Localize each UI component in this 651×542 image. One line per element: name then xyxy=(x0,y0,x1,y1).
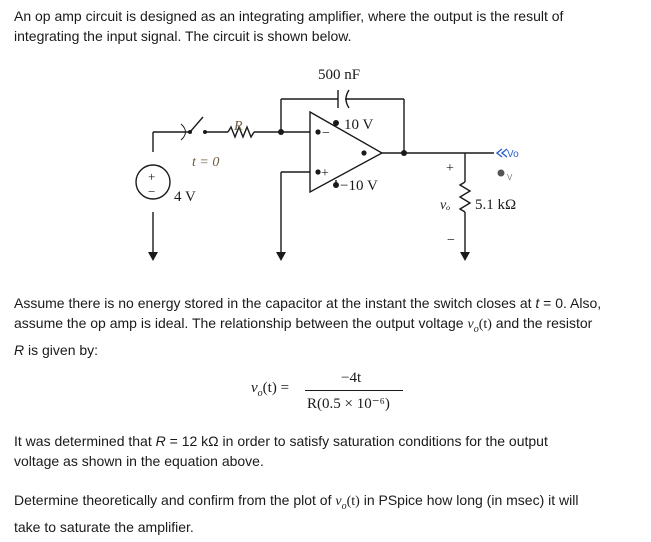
equation-lhs: $v_o(t)$ = xyxy=(251,380,290,399)
equation-denominator: R(0.5 × 10⁻⁶) xyxy=(307,396,390,412)
switch-left-dot xyxy=(188,130,192,134)
ground-arrow-source xyxy=(148,252,158,261)
load-resistor xyxy=(460,182,470,212)
switch-right-dot xyxy=(203,130,207,134)
vo-label: vₒ xyxy=(440,198,451,213)
output-pin-dot xyxy=(361,150,366,155)
neg-supply-label: −10 V xyxy=(340,178,378,194)
capacitor-label: 500 nF xyxy=(318,67,361,83)
equation-numerator: −4t xyxy=(341,370,362,386)
opamp-minus-sign: − xyxy=(322,126,330,141)
pos-supply-label: 10 V xyxy=(344,117,374,133)
intro-line-1: An op amp circuit is designed as an integrating amplifier, where the output is the result of xyxy=(14,8,564,24)
load-resistor-label: 5.1 kΩ xyxy=(475,197,517,213)
probe-small-label: V xyxy=(507,173,513,182)
question-line-2: take to saturate the amplifier. xyxy=(14,518,194,535)
intro-paragraph xyxy=(14,6,640,46)
source-plus-sign: + xyxy=(148,169,156,184)
switch-label: t = 0 xyxy=(192,155,220,170)
assume-paragraph xyxy=(14,293,640,360)
neg-supply-dot xyxy=(333,182,339,188)
intro-line-2: integrating the input signal. The circuit is shown below. xyxy=(14,28,352,44)
question-line-1: Determine theoretically and confirm from the plot of $v_o(t)$ in PSpice how long (in msec) it will xyxy=(14,492,579,512)
pos-supply-dot xyxy=(333,120,339,126)
ground-arrow-opamp xyxy=(276,252,286,261)
non-inverting-pin-dot xyxy=(315,169,320,174)
inverting-pin-dot xyxy=(315,129,320,134)
determined-paragraph xyxy=(14,431,640,471)
assume-line-3: R is given by: xyxy=(14,341,99,358)
switch-blade xyxy=(190,117,203,132)
source-minus-sign: − xyxy=(148,184,156,199)
ground-arrow-load xyxy=(460,252,470,261)
fraction-bar xyxy=(305,390,403,391)
determined-line-1: It was determined that R = 12 kΩ in order to satisfy saturation conditions for the output xyxy=(14,433,548,449)
output-plus-sign: + xyxy=(446,161,454,176)
assume-line-1: Assume there is no energy stored in the capacitor at the instant the switch closes at t = 0. Also, xyxy=(14,295,602,311)
question-paragraph xyxy=(14,490,640,537)
determined-line-2: voltage as shown in the equation above. xyxy=(14,453,264,469)
source-label: 4 V xyxy=(174,189,196,205)
junction-dot-output xyxy=(401,150,407,156)
opamp-plus-sign: + xyxy=(321,166,329,181)
assume-line-2: assume the op amp is ideal. The relationship between the output voltage $v_o(t)$ and the resistor xyxy=(14,315,593,335)
probe-marker-dot xyxy=(498,170,505,177)
probe-label: Vo xyxy=(507,149,519,160)
junction-dot-input xyxy=(278,129,284,135)
resistor-label: R xyxy=(234,119,243,134)
output-minus-sign: − xyxy=(447,233,455,248)
